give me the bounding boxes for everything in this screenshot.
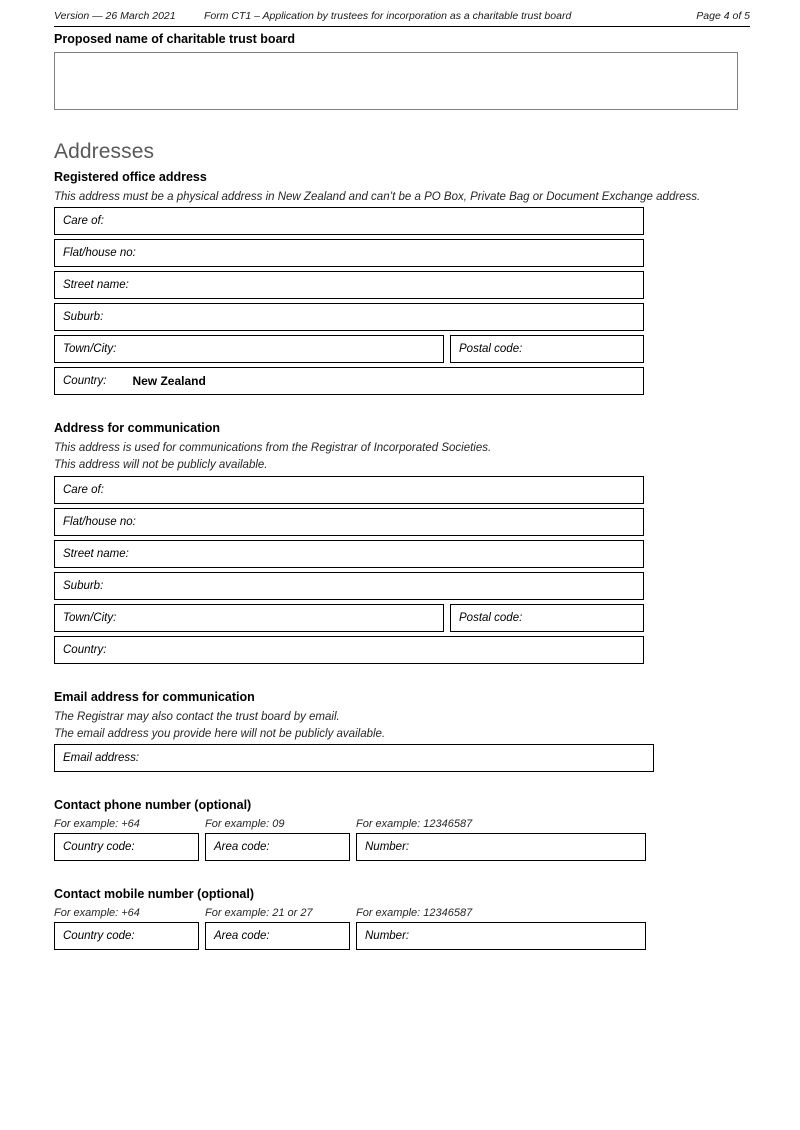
communication-flat-house-no-input[interactable]: Flat/house no: [54, 508, 644, 536]
phone-area-code-input[interactable]: Area code: [205, 833, 350, 861]
registered-country-value: New Zealand [132, 374, 206, 389]
field-row [54, 367, 750, 395]
registered-street-name-input[interactable]: Street name: [54, 271, 644, 299]
registered-postal-code-input[interactable]: Postal code: [450, 335, 644, 363]
registered-town-city-input[interactable]: Town/City: [54, 335, 444, 363]
communication-address-block [54, 421, 750, 663]
mobile-area-code-input[interactable]: Area code: [205, 922, 350, 950]
communication-care-of-input[interactable]: Care of: [54, 476, 644, 504]
phone-heading: Contact phone number (optional) [54, 797, 252, 812]
email-note-1: The Registrar may also contact the trust board by email. [54, 710, 340, 723]
communication-town-city-input[interactable]: Town/City: [54, 604, 444, 632]
proposed-name-input[interactable] [54, 52, 738, 110]
header-version: Version — 26 March 2021 [54, 10, 176, 22]
form-content [54, 32, 750, 954]
field-row [54, 833, 750, 861]
addresses-section-title: Addresses [54, 140, 155, 163]
field-row [54, 604, 750, 632]
field-row [54, 207, 750, 235]
registered-flat-house-no-input[interactable]: Flat/house no: [54, 239, 644, 267]
field-row [54, 476, 750, 504]
registered-suburb-input[interactable]: Suburb: [54, 303, 644, 331]
communication-street-name-input[interactable]: Street name: [54, 540, 644, 568]
header-form-title: Form CT1 – Application by trustees for incorporation as a charitable trust board [204, 10, 572, 22]
mobile-country-hint: For example: +64 [54, 906, 140, 919]
communication-address-note-2: This address will not be publicly available. [54, 459, 268, 472]
phone-country-code-input[interactable]: Country code: [54, 833, 199, 861]
communication-country-input[interactable]: Country: [54, 636, 644, 664]
mobile-area-hint: For example: 21 or 27 [205, 906, 313, 919]
email-heading: Email address for communication [54, 689, 255, 704]
page-header [54, 10, 750, 22]
email-note-2: The email address you provide here will not be publicly available. [54, 727, 386, 740]
phone-hints [54, 818, 750, 830]
mobile-heading: Contact mobile number (optional) [54, 886, 254, 901]
registered-country-input[interactable] [54, 367, 644, 395]
field-row [54, 239, 750, 267]
header-page-number: Page 4 of 5 [696, 10, 750, 22]
registered-country-label: Country: [63, 375, 107, 388]
communication-address-heading: Address for communication [54, 421, 220, 436]
phone-area-hint: For example: 09 [205, 817, 285, 830]
registered-care-of-input[interactable]: Care of: [54, 207, 644, 235]
email-address-input[interactable]: Email address: [54, 744, 654, 772]
field-row [54, 922, 750, 950]
field-row [54, 636, 750, 664]
mobile-hints [54, 907, 750, 919]
field-row [54, 271, 750, 299]
registered-office-heading: Registered office address [54, 170, 207, 184]
field-row [54, 572, 750, 600]
field-row [54, 508, 750, 536]
phone-block [54, 798, 750, 861]
header-divider [54, 26, 750, 27]
communication-suburb-input[interactable]: Suburb: [54, 572, 644, 600]
communication-address-note-1: This address is used for communications from the Registrar of Incorporated Societies. [54, 442, 492, 455]
field-row [54, 744, 750, 772]
mobile-block [54, 887, 750, 950]
mobile-number-hint: For example: 12346587 [356, 906, 473, 919]
field-row [54, 335, 750, 363]
mobile-number-input[interactable]: Number: [356, 922, 646, 950]
phone-country-hint: For example: +64 [54, 817, 140, 830]
phone-number-hint: For example: 12346587 [356, 817, 473, 830]
field-row [54, 540, 750, 568]
registered-office-note: This address must be a physical address in New Zealand and can’t be a PO Box, Private Bag or Document Exchange address. [54, 191, 701, 203]
field-row [54, 303, 750, 331]
phone-number-input[interactable]: Number: [356, 833, 646, 861]
mobile-country-code-input[interactable]: Country code: [54, 922, 199, 950]
proposed-name-label: Proposed name of charitable trust board [54, 32, 296, 46]
spacer [54, 110, 750, 140]
email-block [54, 690, 750, 772]
communication-postal-code-input[interactable]: Postal code: [450, 604, 644, 632]
